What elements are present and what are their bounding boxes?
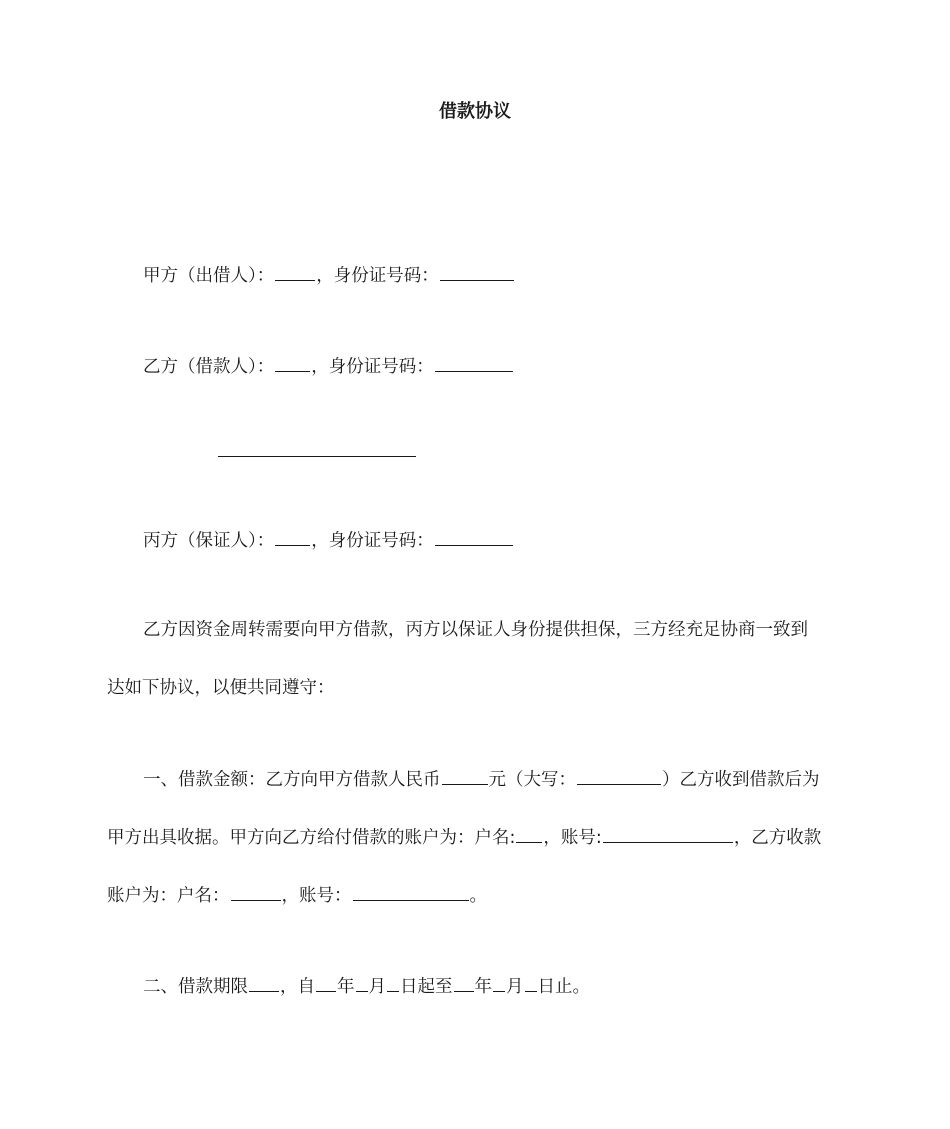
party-b-label: 乙方（借款人）： [143,357,275,377]
start-month-blank [356,973,368,992]
clause-1-account-text: 甲方出具收据。甲方向乙方给付借款的账户为：户名: [107,828,516,848]
start-year-blank [316,973,336,992]
party-a-line [143,262,515,288]
clause-2-month-2: 月 [506,977,524,997]
intro-line-1: 乙方因资金周转需要向甲方借款，丙方以保证人身份提供担保，三方经充足协商一致到 [143,620,808,640]
party-a-name-blank [275,262,315,281]
party-b-line [143,353,514,379]
clause-1-yuan-text: 元（大写： [488,770,576,790]
clause-1-account-no-label: ，账号: [543,828,602,848]
clause-1-receive-text: ，乙方收款 [733,828,822,848]
party-a-label: 甲方（出借人）： [143,266,275,286]
document-title: 借款协议 [439,101,511,122]
term-blank [249,973,279,992]
clause-2-end-text: 日止。 [537,977,590,997]
party-b-id-blank [435,353,513,372]
party-c-label: 丙方（保证人）： [143,531,275,551]
party-c-id-label: ，身份证号码： [311,531,434,551]
party-c-name-blank [275,527,310,546]
party-c-line [143,527,514,553]
end-day-blank [525,973,537,992]
party-b-id-label: ，身份证号码： [311,357,434,377]
end-month-blank [493,973,505,992]
clause-1-borrower-account-no-label: ，账号： [281,886,352,906]
borrower-account-number-blank [353,882,469,901]
clause-2-line [143,973,590,999]
clause-2-until-text: 日起至 [400,977,453,997]
clause-2-term-text: 二、借款期限 [143,977,248,997]
lender-account-number-blank [603,824,733,843]
clause-1-line-3 [107,882,487,908]
party-a-id-label: ，身份证号码： [316,266,439,286]
borrower-account-name-blank [231,882,281,901]
start-day-blank [387,973,399,992]
party-a-id-blank [440,262,514,281]
amount-capital-blank [577,766,661,785]
clause-2-year-1: 年 [337,977,355,997]
clause-1-borrower-account-text: 账户为：户名： [107,886,230,906]
blank-rule [218,456,416,457]
party-c-id-blank [435,527,513,546]
clause-1-end: 。 [469,886,487,906]
clause-1-line-2 [107,824,821,850]
clause-1-amount-text: 一、借款金额：乙方向甲方借款人民币 [143,770,441,790]
clause-2-year-2: 年 [474,977,492,997]
clause-1-receipt-text: ）乙方收到借款后为 [662,770,820,790]
lender-account-name-blank [516,824,542,843]
amount-blank [442,766,488,785]
clause-2-month-1: 月 [368,977,386,997]
clause-1-line-1 [143,766,820,792]
clause-2-from-text: ，自 [280,977,315,997]
intro-line-2: 达如下协议，以便共同遵守： [107,678,335,698]
end-year-blank [454,973,474,992]
party-b-name-blank [275,353,310,372]
